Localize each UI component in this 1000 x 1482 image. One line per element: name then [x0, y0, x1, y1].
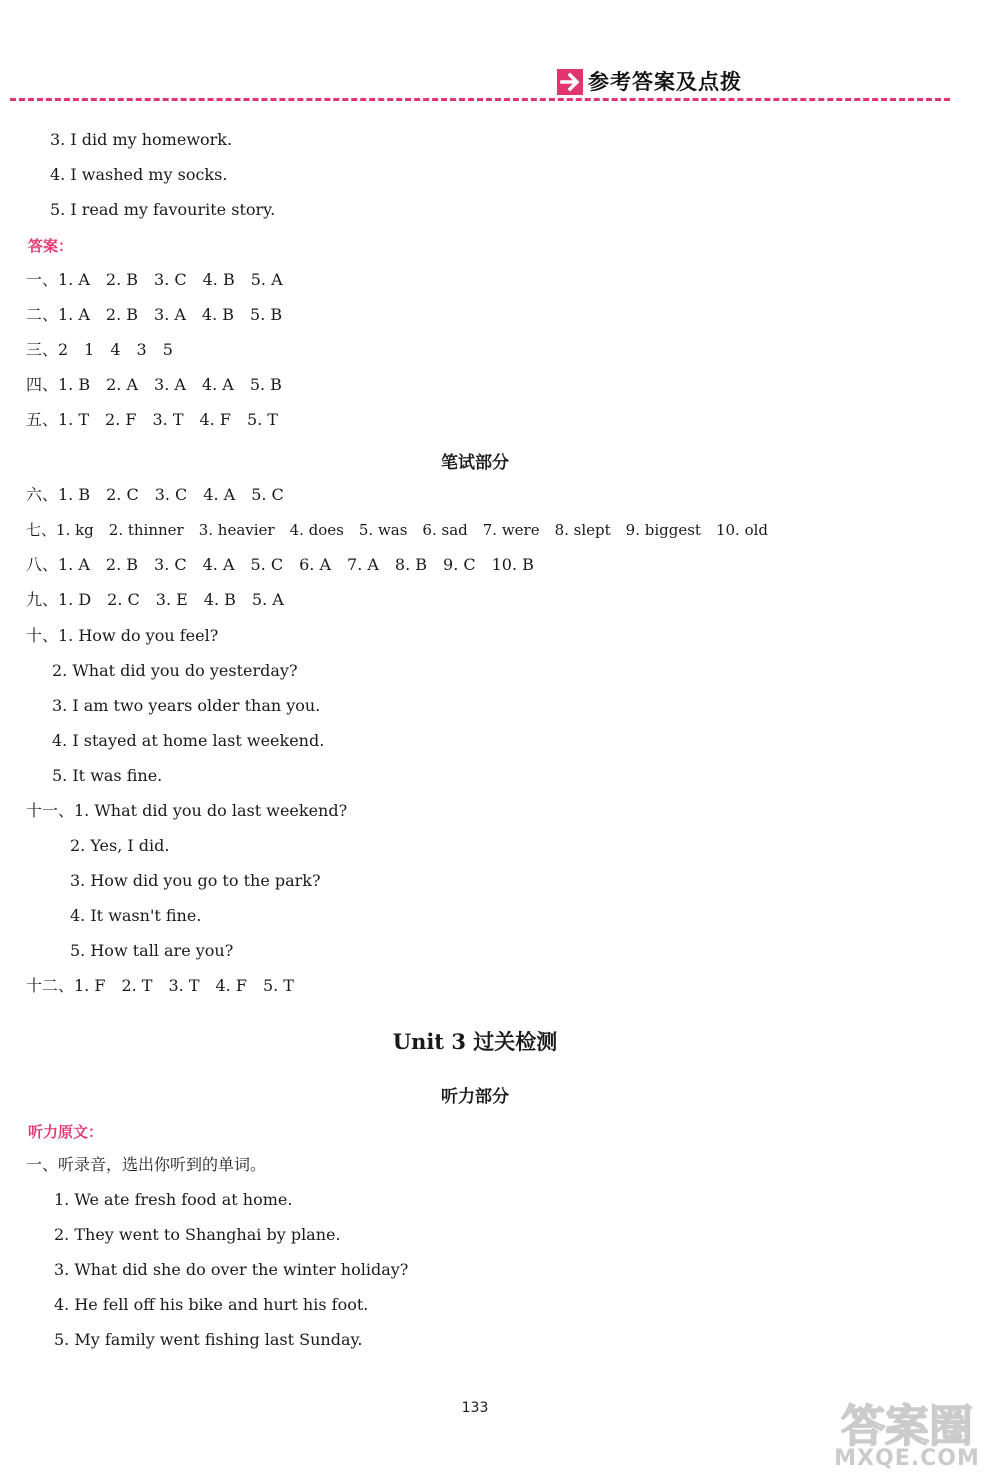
- answer-row: 三、2 1 4 3 5: [26, 340, 173, 359]
- watermark-logo: [822, 1390, 992, 1476]
- answer-row: 5. How tall are you?: [70, 941, 234, 960]
- list-item: 1. We ate fresh food at home.: [54, 1190, 293, 1209]
- answer-row: 3. How did you go to the park?: [70, 871, 321, 890]
- answer-row: 八、1. A 2. B 3. C 4. A 5. C 6. A 7. A 8. B 9. C 10. B: [26, 555, 534, 574]
- watermark-url: MXQE.COM: [834, 1446, 980, 1471]
- list-item: 2. They went to Shanghai by plane.: [54, 1225, 341, 1244]
- answer-row: 4. I stayed at home last weekend.: [52, 731, 325, 750]
- answer-row: 3. I am two years older than you.: [52, 696, 321, 715]
- section-heading-written: 笔试部分: [441, 453, 509, 473]
- header-title: 参考答案及点拨: [588, 70, 742, 94]
- unit-title: Unit 3 过关检测: [392, 1029, 558, 1054]
- answer-row: 九、1. D 2. C 3. E 4. B 5. A: [26, 590, 284, 609]
- answer-row: 2. Yes, I did.: [70, 836, 170, 855]
- answer-row: 5. It was fine.: [52, 766, 163, 785]
- answer-row: 十、1. How do you feel?: [26, 626, 219, 645]
- answer-row: 七、1. kg 2. thinner 3. heavier 4. does 5. was 6. sad 7. were 8. slept 9. biggest 10. old: [26, 521, 769, 539]
- page-header: [0, 0, 1000, 110]
- listening-label: 听力原文：: [28, 1123, 104, 1141]
- list-item: 5. My family went fishing last Sunday.: [54, 1330, 363, 1349]
- arrow-right-icon: [557, 69, 583, 95]
- answer-row: 五、1. T 2. F 3. T 4. F 5. T: [26, 410, 278, 429]
- list-item: 5. I read my favourite story.: [50, 200, 276, 219]
- answers-label: 答案：: [28, 237, 74, 255]
- section-heading-listening: 听力部分: [441, 1087, 509, 1107]
- answer-row: 4. It wasn't fine.: [70, 906, 202, 925]
- list-item: 一、听录音，选出你听到的单词。: [26, 1155, 267, 1174]
- answer-row: 六、1. B 2. C 3. C 4. A 5. C: [26, 485, 284, 504]
- list-item: 4. He fell off his bike and hurt his foot.: [54, 1295, 369, 1314]
- watermark-chars: 答案圈: [841, 1401, 973, 1452]
- list-item: 4. I washed my socks.: [50, 165, 228, 184]
- list-item: 3. What did she do over the winter holiday?: [54, 1260, 409, 1279]
- list-item: 3. I did my homework.: [50, 130, 233, 149]
- answer-row: 一、1. A 2. B 3. C 4. B 5. A: [26, 270, 283, 289]
- answer-row: 2. What did you do yesterday?: [52, 661, 298, 680]
- page-number: 133: [461, 1400, 489, 1416]
- header-divider: [10, 98, 950, 101]
- answer-row: 十二、1. F 2. T 3. T 4. F 5. T: [26, 976, 294, 995]
- answer-row: 二、1. A 2. B 3. A 4. B 5. B: [26, 305, 283, 324]
- answer-row: 四、1. B 2. A 3. A 4. A 5. B: [26, 375, 282, 394]
- answer-row: 十一、1. What did you do last weekend?: [26, 801, 348, 820]
